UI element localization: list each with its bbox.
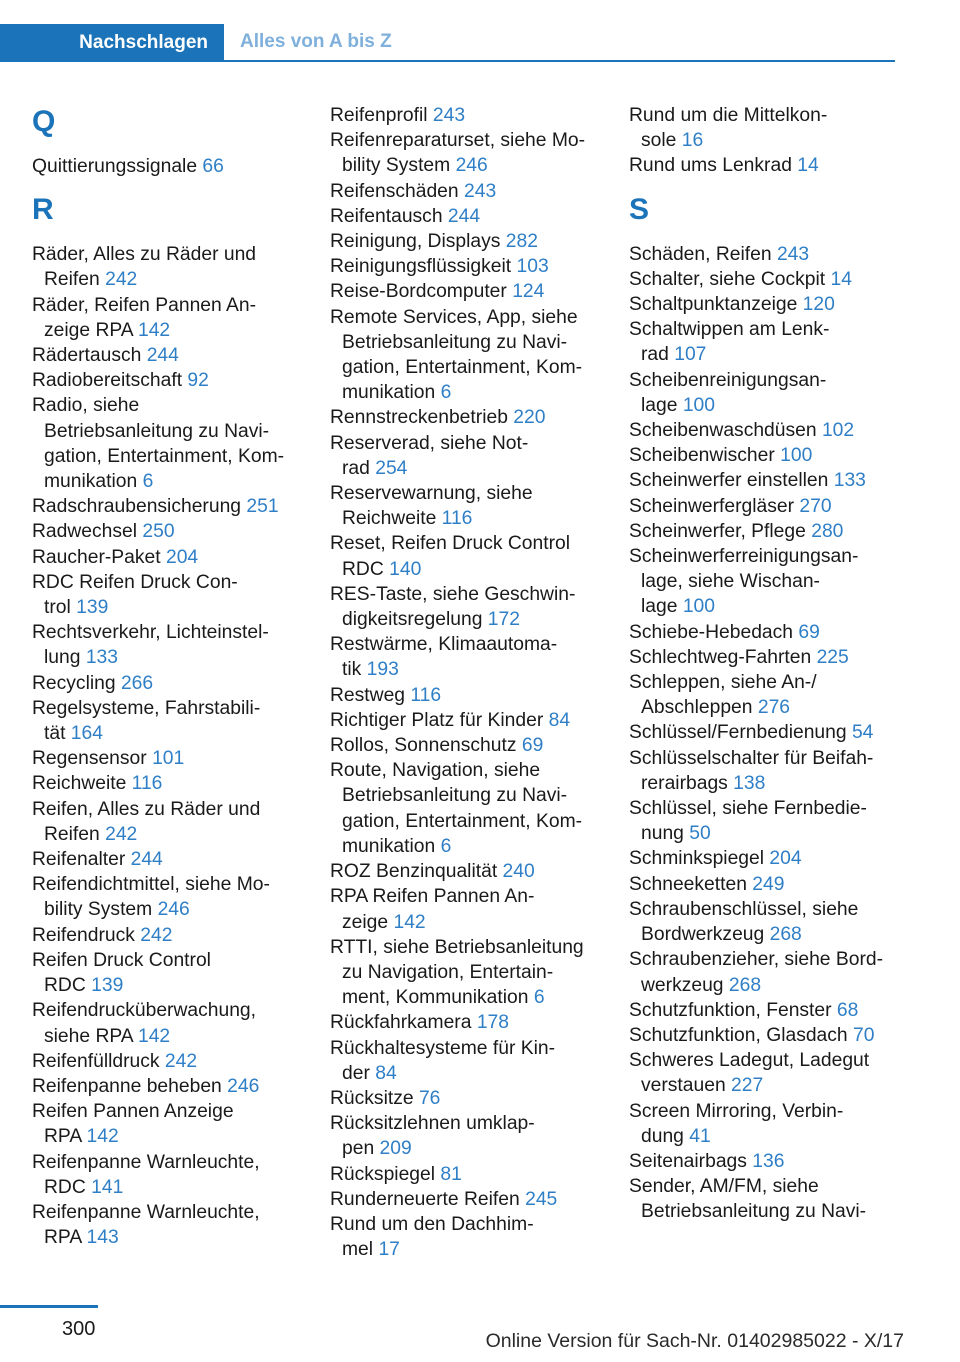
page-reference-link[interactable]: 254 (375, 457, 408, 479)
index-entry-term: Restweg (330, 684, 406, 706)
index-entry-term: Recycling (32, 672, 116, 694)
index-entry (629, 1149, 897, 1174)
page-reference-link[interactable]: 178 (476, 1012, 509, 1034)
index-entry-term: Schlüssel/Fernbedienung (629, 722, 847, 744)
index-entry (629, 292, 897, 317)
page-reference-link[interactable]: 116 (441, 508, 473, 530)
index-entry-term: Schutzfunktion, Glasdach (629, 1024, 848, 1046)
index-entry (330, 128, 610, 178)
index-entry-term: Rechtsverkehr, Lichteinstel- lung (32, 622, 269, 669)
index-entry-term: Reifenpanne Warnleuchte, RDC (32, 1151, 260, 1198)
page-reference-link[interactable]: 225 (816, 646, 849, 668)
page-reference-link[interactable]: 100 (780, 445, 813, 467)
page-reference-link[interactable]: 69 (521, 735, 544, 757)
page-reference-link[interactable]: 246 (227, 1075, 260, 1097)
index-entry-term: Scheibenwaschdüsen (629, 420, 817, 442)
page-reference-link[interactable]: 139 (91, 975, 124, 997)
page-reference-link[interactable]: 141 (91, 1176, 124, 1198)
index-entry-term: Rund um die Mittelkon- sole (629, 105, 828, 152)
index-entry-term: Sender, AM/FM, siehe Betriebsanleitung zu Navi- (629, 1176, 867, 1223)
index-entry-term: Scheinwerfergläser (629, 495, 795, 517)
index-entry-term: Reifenprofil (330, 105, 428, 126)
index-entry (629, 519, 897, 544)
index-entry (330, 305, 610, 406)
index-entry (330, 632, 610, 682)
tab-nachschlagen[interactable]: Nachschlagen (0, 24, 224, 62)
index-entry (330, 103, 610, 128)
index-entry-term: ROZ Benzinqualität (330, 861, 498, 883)
index-entry-term: Rückhaltesysteme für Kin- der (330, 1037, 556, 1084)
index-entry-term: Raucher-Paket (32, 546, 161, 568)
index-entry-term: Rund ums Lenkrad (629, 155, 792, 177)
page-reference-link[interactable]: 244 (447, 205, 481, 227)
index-entry-term: Schleppen, siehe An-/ Abschleppen (629, 672, 817, 719)
index-entry (32, 343, 312, 368)
index-entry-term: Reservewarnung, siehe Reichweite (330, 483, 533, 530)
index-entry (629, 443, 897, 468)
index-entry (32, 998, 312, 1048)
page-reference-link[interactable]: 142 (86, 1126, 119, 1148)
page-reference-link[interactable]: 100 (682, 394, 715, 416)
index-entry-term: Schäden, Reifen (629, 243, 772, 265)
index-entry-term: Radschraubensicherung (32, 496, 242, 518)
index-entry (32, 1200, 312, 1250)
index-entry-term: Schraubenschlüssel, siehe Bordwerkzeug (629, 898, 859, 946)
page-reference-link[interactable]: 242 (140, 924, 173, 946)
index-entry-term: Rücksitzlehnen umklap- pen (330, 1113, 535, 1160)
index-entry-term: Schraubenzieher, siehe Bord- werkzeug (629, 949, 884, 996)
page-reference-link[interactable]: 100 (682, 596, 715, 618)
index-entry (32, 1074, 312, 1099)
page-reference-link[interactable]: 242 (105, 823, 138, 845)
tab-alles-von-a-bis-z[interactable]: Alles von A bis Z (240, 31, 392, 52)
page-reference-link[interactable]: 242 (164, 1050, 198, 1072)
page-reference-link[interactable]: 172 (487, 609, 520, 631)
index-entry-term: Schaltpunktanzeige (629, 294, 798, 316)
index-entry (330, 859, 610, 884)
index-entry (629, 153, 897, 178)
index-entry (32, 923, 312, 948)
index-entry (32, 797, 312, 847)
index-entry-term: Seitenairbags (629, 1150, 747, 1172)
index-entry-term: Rücksitze (330, 1087, 414, 1109)
index-entry (629, 368, 897, 418)
index-entry-term: Räder, Alles zu Räder und Reifen (32, 244, 257, 291)
index-entry (330, 1036, 610, 1086)
index-entry-term: Screen Mirroring, Verbin- dung (629, 1100, 844, 1147)
page-reference-link[interactable]: 116 (410, 684, 442, 706)
index-entry (330, 1162, 610, 1187)
index-entry-term: RPA Reifen Pannen An- zeige (330, 886, 535, 933)
page-reference-link[interactable]: 246 (157, 899, 190, 921)
index-entry-term: Regensensor (32, 748, 147, 770)
index-entry (330, 1086, 610, 1111)
page-reference-link[interactable]: 6 (533, 987, 545, 1009)
index-entry-term: Scheibenwischer (629, 445, 775, 467)
page-reference-link[interactable]: 220 (513, 407, 546, 429)
index-entry-term: Schlüssel, siehe Fernbedie- nung (629, 798, 867, 845)
index-entry (629, 418, 897, 443)
page-reference-link[interactable]: 84 (548, 709, 571, 731)
page-reference-link[interactable]: 268 (769, 924, 802, 946)
page-reference-link[interactable]: 243 (464, 180, 497, 202)
index-entry-term: RDC Reifen Druck Con- trol (32, 571, 238, 619)
page-reference-link[interactable]: 282 (505, 231, 538, 253)
page-reference-link[interactable]: 17 (378, 1239, 400, 1261)
page-reference-link[interactable]: 142 (393, 911, 426, 933)
index-entry-term: Radwechsel (32, 521, 138, 543)
index-entry-term: RTTI, siehe Betriebsanleitung zu Navigation, Entertain- ment, Kommunikation (330, 936, 584, 1009)
index-entry (32, 1049, 312, 1074)
index-entry (32, 242, 312, 292)
index-entry (330, 1212, 610, 1262)
page-reference-link[interactable]: 136 (752, 1150, 785, 1172)
section-letter: Q (32, 105, 56, 138)
index-entry-term: Reinigungsflüssigkeit (330, 256, 512, 278)
index-entry (32, 570, 312, 620)
index-entry-term: Reifen, Alles zu Räder und Reifen (32, 798, 261, 845)
index-entry-term: RES-Taste, siehe Geschwin- digkeitsregelung (330, 583, 576, 631)
section-letter: S (629, 192, 650, 226)
index-column-2 (330, 103, 610, 1262)
index-entry (330, 884, 610, 934)
index-entry-term: Schlechtweg-Fahrten (629, 646, 812, 668)
index-entry-term: Schaltwippen am Lenk- rad (629, 319, 830, 366)
index-entry (32, 293, 312, 343)
index-entry (330, 683, 610, 708)
index-entry (32, 1150, 312, 1200)
index-entry-term: Richtiger Platz für Kinder (330, 709, 544, 731)
index-entry (330, 758, 610, 859)
index-entry (629, 746, 897, 796)
index-entry-term: Scheinwerfer einstellen (629, 470, 829, 492)
page-reference-link[interactable]: 6 (440, 382, 452, 404)
footer-watermark: Online Version für Sach-Nr. 01402985022 - X/17 (485, 1330, 904, 1352)
index-entry (330, 1010, 610, 1035)
index-entry (330, 733, 610, 758)
index-entry (330, 708, 610, 733)
page-reference-link[interactable]: 245 (525, 1188, 558, 1210)
index-entry (330, 279, 610, 304)
page-reference-link[interactable]: 54 (851, 722, 874, 744)
index-entry (32, 771, 312, 796)
index-entry (32, 494, 312, 519)
index-entry-term: Reifenfülldruck (32, 1050, 160, 1072)
index-entry (32, 1099, 312, 1149)
index-entry-term: Reifenpanne Warnleuchte, RPA (32, 1201, 260, 1249)
index-entry (32, 620, 312, 670)
index-column-3 (629, 103, 897, 1225)
index-entry-term: Runderneuerte Reifen (330, 1188, 520, 1210)
index-entry (32, 847, 312, 872)
index-entry (32, 746, 312, 771)
index-entry-term: Reifendichtmittel, siehe Mo- bility System (32, 874, 270, 921)
index-entry-term: Radio, siehe Betriebsanleitung zu Navi- gation, Entertainment, Kom- munikation (32, 395, 285, 493)
index-entry (330, 431, 610, 481)
page-reference-link[interactable]: 103 (516, 256, 549, 278)
index-entry-term: Rund um den Dachhim- mel (330, 1213, 534, 1261)
index-entry (629, 796, 897, 846)
page-number: 300 (62, 1318, 96, 1340)
index-entry (330, 531, 610, 581)
index-entry-term: Räder, Reifen Pannen An- zeige RPA (32, 294, 257, 341)
index-entry-term: Schalter, siehe Cockpit (629, 268, 826, 290)
page-reference-link[interactable]: 268 (728, 974, 762, 996)
index-entry (32, 696, 312, 746)
index-entry (32, 948, 312, 998)
page-reference-link[interactable]: 227 (731, 1075, 764, 1097)
index-entry (629, 267, 897, 292)
page-reference-link[interactable]: 280 (811, 520, 844, 542)
index-entry (32, 545, 312, 570)
index-entry-term: Regelsysteme, Fahrstabili- tät (32, 697, 261, 745)
index-entry (629, 494, 897, 519)
index-entry-term: Rollos, Sonnenschutz (330, 735, 517, 757)
index-entry-term: Rennstreckenbetrieb (330, 407, 508, 429)
index-entry (32, 671, 312, 696)
index-entry-term: Reifen Pannen Anzeige RPA (32, 1101, 234, 1148)
page-reference-link[interactable]: 107 (674, 344, 707, 366)
index-entry-term: Radiobereitschaft (32, 370, 183, 392)
page-reference-link[interactable]: 101 (152, 748, 185, 770)
index-entry (629, 468, 897, 493)
index-entry-term: Route, Navigation, siehe Betriebsanleitung zu Navi- gation, Entertainment, Kom- munikation (330, 760, 583, 857)
page-reference-link[interactable]: 133 (85, 647, 118, 669)
page-reference-link[interactable]: 41 (689, 1125, 711, 1147)
page-reference-link[interactable]: 243 (776, 243, 810, 265)
page-reference-link[interactable]: 120 (802, 294, 835, 316)
page-reference-link[interactable]: 81 (440, 1163, 462, 1185)
page-reference-link[interactable]: 68 (836, 999, 859, 1021)
index-entry (629, 645, 897, 670)
index-entry-term: Scheibenreinigungsan- lage (629, 369, 827, 416)
header-divider (224, 60, 895, 62)
index-entry-term: Reifendruck (32, 924, 135, 946)
page-reference-link[interactable]: 14 (830, 268, 852, 290)
page-reference-link[interactable]: 70 (853, 1024, 875, 1046)
page-reference-link[interactable]: 251 (246, 496, 279, 518)
page-reference-link[interactable]: 50 (689, 823, 711, 845)
index-entry-term: Scheinwerferreinigungsan- lage, siehe Wischan- lage (629, 546, 859, 618)
page-reference-link[interactable]: 140 (389, 558, 422, 580)
index-entry-term: Rückfahrkamera (330, 1012, 472, 1034)
index-entry (330, 1111, 610, 1161)
page-reference-link[interactable]: 270 (799, 495, 832, 517)
index-entry-term: Rädertausch (32, 345, 142, 367)
page-reference-link[interactable]: 240 (502, 861, 535, 883)
index-entry-term: Schminkspiegel (629, 848, 765, 870)
footer-accent-line (0, 1305, 98, 1308)
index-entry (330, 481, 610, 531)
page-reference-link[interactable]: 142 (137, 1025, 171, 1047)
index-entry (629, 242, 897, 267)
index-entry-term: Reifenpanne beheben (32, 1075, 222, 1097)
page-reference-link[interactable]: 138 (733, 772, 766, 794)
section-letter: R (32, 193, 54, 227)
index-entry (330, 935, 610, 1011)
page-reference-link[interactable]: 204 (769, 848, 802, 870)
index-entry (32, 519, 312, 544)
index-entry (32, 393, 312, 494)
page-reference-link[interactable]: 92 (187, 370, 209, 392)
index-entry (629, 846, 897, 871)
page-reference-link[interactable]: 133 (833, 470, 866, 492)
index-entry-term: Reifentausch (330, 205, 443, 227)
index-entry (629, 998, 897, 1023)
index-entry (629, 1174, 897, 1224)
page-reference-link[interactable]: 244 (130, 849, 163, 871)
index-entry-term: Reifenalter (32, 849, 126, 871)
page-reference-link[interactable]: 143 (86, 1227, 119, 1249)
page-reference-link[interactable]: 243 (432, 105, 466, 126)
index-entry (629, 620, 897, 645)
index-entry (629, 947, 897, 997)
index-entry-term: Reifenreparaturset, siehe Mo- bility System (330, 130, 586, 177)
index-entry (629, 1099, 897, 1149)
index-entry (629, 544, 897, 620)
index-column-1 (32, 103, 312, 1250)
index-entry-term: Restwärme, Klimaautoma- tik (330, 634, 558, 681)
index-entry-term: Schneeketten (629, 873, 747, 895)
index-entry (629, 670, 897, 720)
index-entry (330, 582, 610, 632)
index-entry (629, 872, 897, 897)
page-reference-link[interactable]: 69 (798, 621, 820, 643)
page-reference-link[interactable]: 6 (142, 471, 154, 493)
page-reference-link[interactable]: 250 (142, 521, 175, 543)
index-entry (32, 872, 312, 922)
page-reference-link[interactable]: 102 (821, 420, 855, 442)
index-entry (330, 405, 610, 430)
page-reference-link[interactable]: 276 (757, 697, 791, 719)
page-reference-link[interactable]: 249 (752, 873, 785, 895)
index-entry-term: Reset, Reifen Druck Control RDC (330, 533, 571, 580)
index-entry (330, 204, 610, 229)
page-reference-link[interactable]: 14 (797, 155, 819, 177)
page-reference-link[interactable]: 66 (202, 156, 224, 177)
index-entry (330, 254, 610, 279)
index-entry (330, 179, 610, 204)
page-reference-link[interactable]: 116 (131, 773, 163, 795)
header-tab-bar (0, 24, 895, 62)
index-entry (629, 1023, 897, 1048)
index-entry-term: Reifen Druck Control RDC (32, 949, 211, 997)
index-entry (629, 317, 897, 367)
page-reference-link[interactable]: 242 (105, 269, 138, 291)
index-entry (629, 1048, 897, 1098)
page-reference-link[interactable]: 209 (379, 1138, 412, 1160)
index-entry-term: Schiebe-Hebedach (629, 621, 794, 643)
page-reference-link[interactable]: 164 (70, 723, 103, 745)
index-entry (330, 229, 610, 254)
page-reference-link[interactable]: 6 (440, 835, 452, 857)
page-reference-link[interactable]: 84 (375, 1062, 397, 1084)
index-entry (330, 1187, 610, 1212)
index-entry-term: Reinigung, Displays (330, 231, 501, 253)
index-entry (629, 897, 897, 947)
page-reference-link[interactable]: 193 (366, 659, 399, 681)
index-entry-term: Reise-Bordcomputer (330, 281, 507, 303)
index-entry-term: Scheinwerfer, Pflege (629, 520, 806, 542)
index-entry-term: Remote Services, App, siehe Betriebsanleitung zu Navi- gation, Entertainment, Kom- munikation (330, 306, 583, 404)
index-entry (629, 720, 897, 745)
index-entry-term: Quittierungssignale (32, 156, 198, 177)
page-reference-link[interactable]: 142 (137, 319, 171, 341)
page-reference-link[interactable]: 204 (165, 546, 199, 568)
page-reference-link[interactable]: 124 (512, 281, 545, 303)
page-reference-link[interactable]: 244 (146, 345, 179, 367)
page-reference-link[interactable]: 246 (455, 155, 488, 177)
page-reference-link[interactable]: 266 (120, 672, 154, 694)
index-entry-term: Reserverad, siehe Not- rad (330, 432, 529, 479)
index-entry (629, 103, 897, 153)
index-entry-term: Schutzfunktion, Fenster (629, 999, 832, 1021)
index-entry-term: Reifendrucküberwachung, siehe RPA (32, 1000, 257, 1047)
index-entry-term: Reichweite (32, 773, 127, 795)
index-entry-term: Rückspiegel (330, 1163, 436, 1185)
page-reference-link[interactable]: 76 (418, 1087, 441, 1109)
page-reference-link[interactable]: 16 (681, 130, 704, 152)
page-reference-link[interactable]: 139 (76, 597, 109, 619)
index-entry-term: Schlüsselschalter für Beifah- rerairbags (629, 747, 874, 794)
index-entry-term: Reifenschäden (330, 180, 459, 202)
index-entry (32, 154, 312, 179)
index-entry (32, 368, 312, 393)
index-entry-term: Schweres Ladegut, Ladegut verstauen (629, 1050, 870, 1097)
